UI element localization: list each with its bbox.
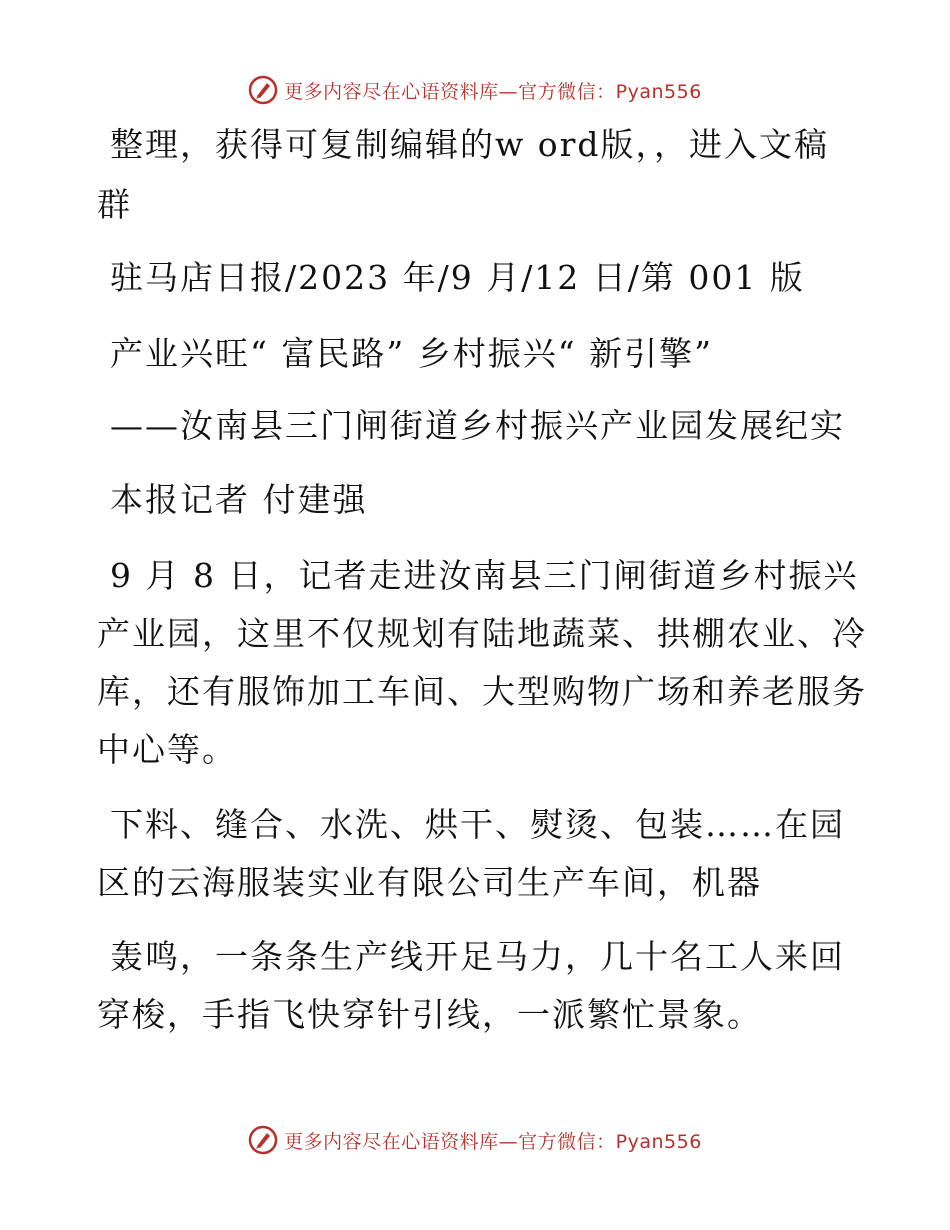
body-line: 产业兴旺“ 富民路” 乡村振兴“ 新引擎” bbox=[110, 334, 713, 373]
body-line: 驻马店日报/2023 年/9 月/12 日/第 001 版 bbox=[110, 258, 805, 297]
body-line: 群 bbox=[97, 185, 132, 224]
header-banner-text: 更多内容尽在心语资料库—官方微信：Pyan556 bbox=[284, 80, 702, 103]
body-line: 区的云海服装实业有限公司生产车间，机器 bbox=[97, 863, 762, 902]
body-line: 整理，获得可复制编辑的w ord版，，进入文稿 bbox=[110, 125, 830, 164]
body-line: 9 月 8 日，记者走进汝南县三门闸街道乡村振兴 bbox=[110, 556, 859, 595]
body-line: 产业园，这里不仅规划有陆地蔬菜、拱棚农业、冷 bbox=[97, 614, 867, 653]
body-line: 中心等。 bbox=[97, 730, 237, 769]
footer-banner-text: 更多内容尽在心语资料库—官方微信：Pyan556 bbox=[284, 1130, 702, 1153]
body-line: 下料、缝合、水洗、烘干、熨烫、包装……在园 bbox=[110, 805, 845, 844]
body-line: 轰鸣，一条条生产线开足马力，几十名工人来回 bbox=[110, 937, 845, 976]
body-line: 库，还有服饰加工车间、大型购物广场和养老服务 bbox=[97, 672, 867, 711]
body-line: 本报记者 付建强 bbox=[110, 480, 368, 519]
pen-seal-logo-icon bbox=[248, 1125, 278, 1155]
footer-watermark bbox=[0, 1120, 950, 1160]
header-watermark bbox=[0, 70, 950, 110]
body-line: ——汝南县三门闸街道乡村振兴产业园发展纪实 bbox=[110, 406, 845, 445]
body-line: 穿梭，手指飞快穿针引线，一派繁忙景象。 bbox=[97, 995, 762, 1034]
pen-seal-logo-icon bbox=[248, 75, 278, 105]
